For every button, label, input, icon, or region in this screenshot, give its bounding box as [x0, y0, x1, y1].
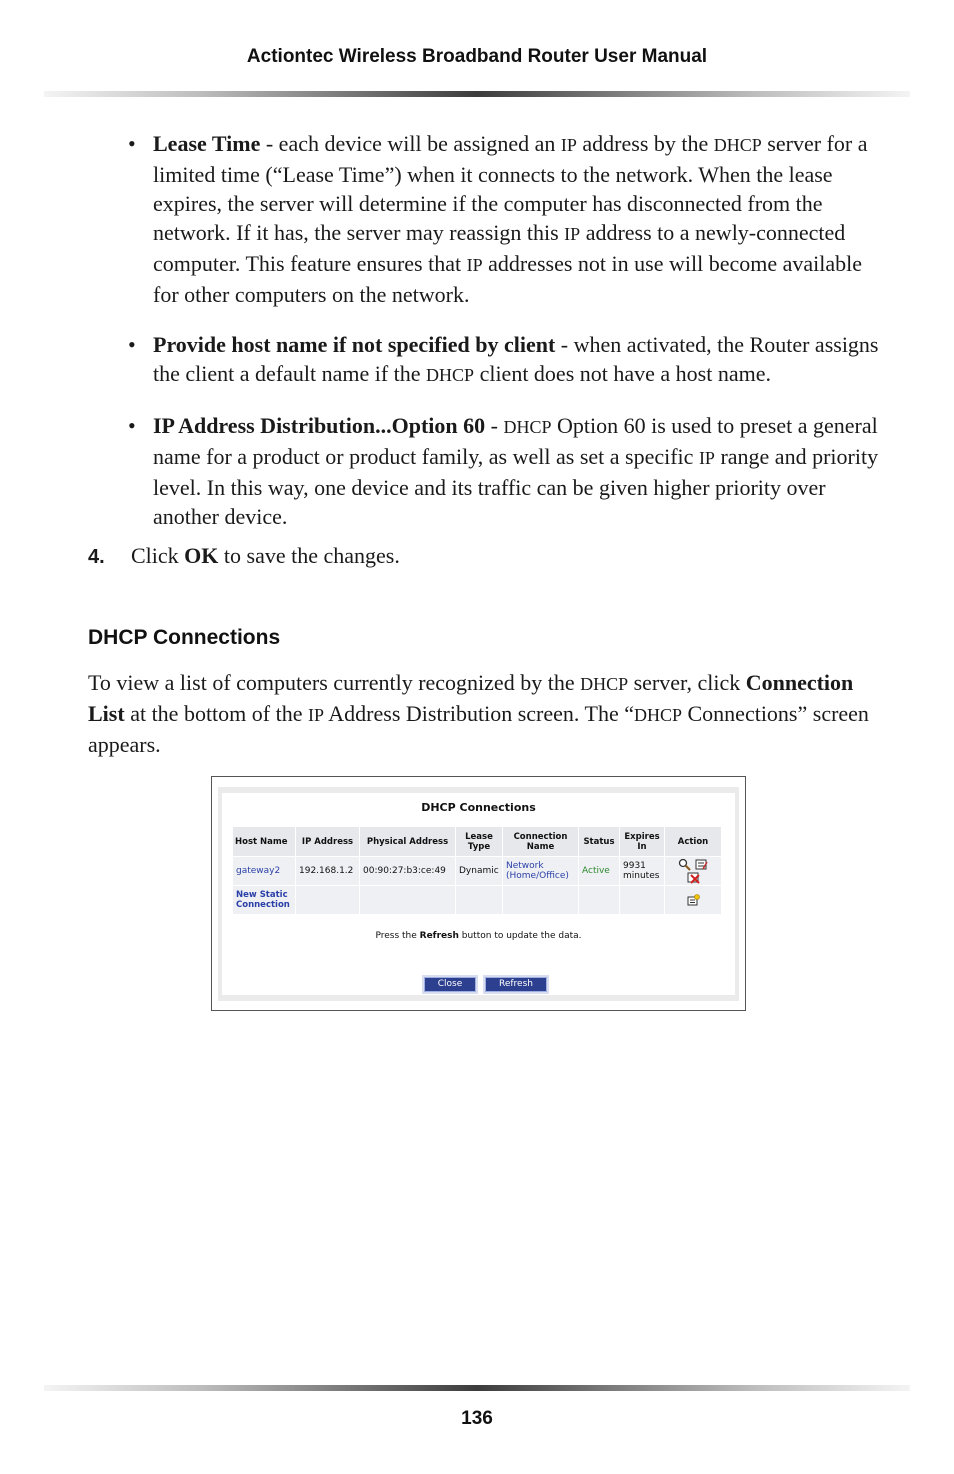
expires-in-cell: 9931 minutes — [620, 857, 665, 886]
screenshot-frame — [218, 787, 739, 1001]
step-4: 4. Click OK to save the changes. — [88, 541, 400, 572]
step-number: 4. — [88, 546, 105, 568]
section-intro: To view a list of computers currently recognized by the DHCP server, click Connection List at the bottom of the IP Address Distribution screen. The “DHCP Connections” screen appears. — [88, 670, 869, 757]
list-item-host-name: • Provide host name if not specified by client - when activated, the Router assigns the client a default name if the DHCP client does not have a host name. — [128, 332, 879, 386]
term: Lease Time — [153, 131, 261, 156]
delete-icon[interactable] — [687, 871, 700, 884]
list-item-option-60: • IP Address Distribution...Option 60 - DHCP Option 60 is used to preset a general name for a product or product family, as well as set a specific IP range and priority level. In this way, one device and its traffic can be given higher priority over another device. — [128, 413, 879, 529]
col-ip-address: IP Address — [296, 827, 360, 857]
footer-rule — [44, 1385, 910, 1391]
header-rule — [44, 91, 910, 97]
col-physical-address: Physical Address — [360, 827, 456, 857]
refresh-note: Press the Refresh button to update the data. — [375, 931, 582, 941]
action-cell — [665, 886, 722, 915]
term: Provide host name if not specified by client — [153, 332, 556, 357]
col-action: Action — [665, 827, 722, 857]
connection-name-link[interactable]: Network (Home/Office) — [503, 857, 579, 886]
close-button[interactable]: Close — [424, 977, 476, 992]
col-connection-name: Connection Name — [503, 827, 579, 857]
bullet-icon: • — [128, 332, 136, 357]
host-name-link[interactable]: gateway2 — [233, 857, 296, 886]
static-lease-icon[interactable] — [695, 858, 708, 871]
col-lease-type: Lease Type — [456, 827, 503, 857]
bullet-icon: • — [128, 131, 136, 156]
screenshot-title: DHCP Connections — [421, 801, 536, 814]
new-static-row — [233, 886, 722, 915]
edit-icon[interactable] — [678, 858, 691, 871]
section-heading: DHCP Connections — [88, 626, 281, 649]
col-status: Status — [579, 827, 620, 857]
page-number: 136 — [461, 1408, 493, 1429]
option-list — [128, 129, 888, 552]
lease-type-cell: Dynamic — [456, 857, 503, 886]
status-cell: Active — [579, 857, 620, 886]
refresh-button[interactable]: Refresh — [485, 977, 547, 992]
add-icon[interactable] — [687, 894, 700, 907]
physical-address-cell: 00:90:27:b3:ce:49 — [360, 857, 456, 886]
action-cell — [665, 857, 722, 886]
dhcp-table — [232, 826, 722, 915]
running-header: Actiontec Wireless Broadband Router User Manual — [246, 46, 708, 67]
dhcp-connections-screenshot — [211, 776, 746, 1011]
table-header-row — [233, 827, 722, 857]
bullet-icon: • — [128, 413, 136, 438]
screenshot-panel — [222, 793, 735, 995]
table-row — [233, 857, 722, 886]
col-expires-in: Expires In — [620, 827, 665, 857]
list-item-lease-time: • Lease Time - each device will be assigned an IP address by the DHCP server for a limited time (“Lease Time”) when it connects to the network. When the lease expires, the server will determine if the computer has disconnected from the network. If it has, the server may reassign this IP address to a newly-connected computer. This feature ensures that IP addresses not in use will become available for other computers on the network. — [128, 131, 868, 307]
col-host-name: Host Name — [233, 827, 296, 857]
ip-address-cell: 192.168.1.2 — [296, 857, 360, 886]
term: IP Address Distribution...Option 60 — [153, 413, 486, 438]
new-static-connection-link[interactable]: New Static Connection — [233, 886, 296, 915]
